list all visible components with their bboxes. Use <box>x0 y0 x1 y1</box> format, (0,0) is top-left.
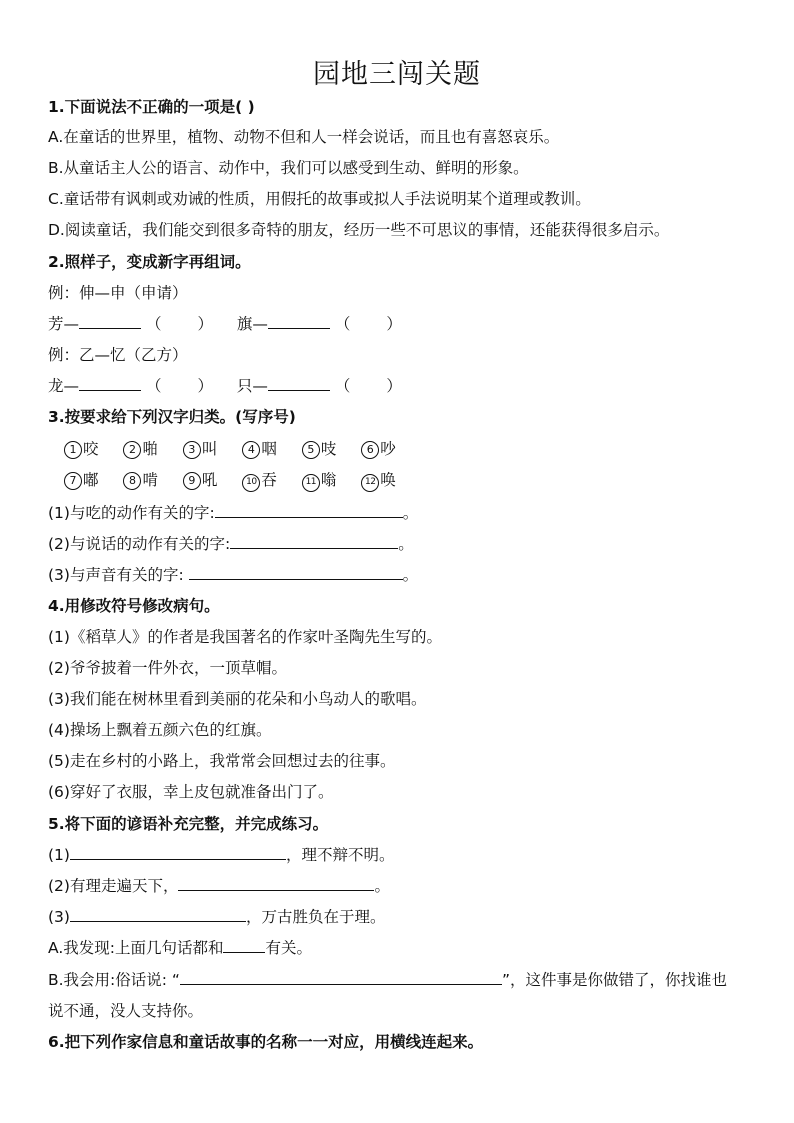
char-text: 叫 <box>201 440 218 458</box>
item-suffix: 。 <box>374 877 390 895</box>
item-label: B.我会用:俗话说: “ <box>48 971 180 989</box>
char-text: 啃 <box>142 471 158 489</box>
char-item <box>361 439 396 459</box>
char-text: 唤 <box>380 471 396 489</box>
item-label: (2)与说话的动作有关的字: <box>48 535 231 553</box>
q1-option-a: A.在童话的世界里，植物、动物不但和人一样会说话，而且也有喜怒哀乐。 <box>48 128 560 146</box>
open-paren: （ <box>145 315 162 333</box>
number-circle: 11 <box>302 474 320 492</box>
char-item <box>361 470 396 492</box>
answer-blank[interactable] <box>268 314 330 329</box>
item-label: (2)有理走遍天下， <box>48 877 179 895</box>
q4-stem: 4.用修改符号修改病句。 <box>48 597 220 615</box>
close-paren: ） <box>197 315 213 333</box>
char-item <box>183 439 218 459</box>
q5-item-3 <box>48 907 385 927</box>
char-text: 咬 <box>83 440 99 458</box>
item-suffix: ，万古胜负在于理。 <box>245 908 386 926</box>
open-paren: （ <box>145 377 162 395</box>
char-text: 啪 <box>142 440 158 458</box>
q5-part-a <box>48 938 312 958</box>
open-paren: （ <box>334 377 351 395</box>
answer-blank[interactable] <box>79 376 141 391</box>
char-text: 吵 <box>380 440 396 458</box>
item-label: A.我发现:上面几句话都和 <box>48 939 224 957</box>
item-suffix: ”，这件事是你做错了，你找谁也 <box>501 971 727 989</box>
number-circle: 10 <box>242 474 260 492</box>
q4-item-2: (2)爷爷披着一件外衣，一顶草帽。 <box>48 659 287 677</box>
q4-item-5: (5)走在乡村的小路上，我常常会回想过去的往事。 <box>48 752 396 770</box>
number-circle: 4 <box>242 441 260 459</box>
char-item <box>302 470 337 492</box>
q5-part-b-continued: 说不通，没人支持你。 <box>48 1002 204 1020</box>
q6-stem: 6.把下列作家信息和童话故事的名称一一对应，用横线连起来。 <box>48 1033 484 1051</box>
q3-char-row-1 <box>64 439 416 459</box>
char-item <box>123 439 158 459</box>
char-text: 嘟 <box>83 471 99 489</box>
char-item <box>64 470 99 490</box>
number-circle: 9 <box>183 472 201 490</box>
char-text: 咽 <box>261 440 277 458</box>
item-end: 。 <box>398 535 414 553</box>
q5-item-2 <box>48 876 390 896</box>
char-item <box>64 439 99 459</box>
q2-example-1: 例：伸—申（申请） <box>48 284 188 302</box>
item-label: (3) <box>48 908 70 926</box>
q4-item-3: (3)我们能在树林里看到美丽的花朵和小鸟动人的歌唱。 <box>48 690 427 708</box>
char-text: 吼 <box>201 471 218 489</box>
number-circle: 8 <box>123 472 141 490</box>
char-item <box>302 439 337 459</box>
char-item <box>242 439 277 459</box>
number-circle: 6 <box>361 441 379 459</box>
q4-item-6: (6)穿好了衣服，幸上皮包就准备出门了。 <box>48 783 334 801</box>
number-circle: 2 <box>123 441 141 459</box>
close-paren: ） <box>386 315 402 333</box>
q2-char: 只— <box>236 377 268 395</box>
q1-option-c: C.童话带有讽刺或劝诫的性质，用假托的故事或拟人手法说明某个道理或教训。 <box>48 190 591 208</box>
q1-option-d: D.阅读童话，我们能交到很多奇特的朋友，经历一些不可思议的事情，还能获得很多启示。 <box>48 221 670 239</box>
char-item <box>242 470 277 492</box>
q5-part-b <box>48 970 727 990</box>
number-circle: 3 <box>183 441 201 459</box>
answer-blank[interactable] <box>178 876 374 891</box>
item-end: 。 <box>402 504 419 522</box>
answer-blank[interactable] <box>230 534 398 549</box>
item-suffix: 有关。 <box>265 939 312 957</box>
number-circle: 12 <box>361 474 379 492</box>
answer-blank[interactable] <box>215 503 403 518</box>
number-circle: 5 <box>302 441 320 459</box>
answer-blank[interactable] <box>79 314 141 329</box>
q2-char: 龙— <box>48 377 80 395</box>
q3-item-3 <box>48 565 418 585</box>
answer-blank[interactable] <box>180 970 502 985</box>
answer-blank[interactable] <box>189 565 403 580</box>
close-paren: ） <box>386 377 402 395</box>
close-paren: ） <box>197 377 213 395</box>
answer-blank[interactable] <box>70 907 246 922</box>
q3-char-row-2 <box>64 470 416 492</box>
item-label: (1) <box>48 846 70 864</box>
item-label: (3)与声音有关的字: <box>48 566 184 584</box>
q2-stem: 2.照样子，变成新字再组词。 <box>48 253 251 271</box>
char-item <box>123 470 158 490</box>
q2-row-2 <box>48 376 402 396</box>
q1-stem: 1.下面说法不正确的一项是( ) <box>48 98 255 116</box>
q5-stem: 5.将下面的谚语补充完整，并完成练习。 <box>48 815 329 833</box>
char-text: 吱 <box>320 440 337 458</box>
answer-blank[interactable] <box>70 845 286 860</box>
item-suffix: ，理不辩不明。 <box>285 846 395 864</box>
q5-item-1 <box>48 845 394 865</box>
q2-char: 芳— <box>48 315 80 333</box>
answer-blank[interactable] <box>223 938 265 953</box>
q3-item-2 <box>48 534 414 554</box>
q4-item-1: (1)《稻草人》的作者是我国著名的作家叶圣陶先生写的。 <box>48 628 442 646</box>
answer-blank[interactable] <box>268 376 330 391</box>
q3-stem: 3.按要求给下列汉字归类。(写序号) <box>48 408 296 426</box>
q2-row-1 <box>48 314 402 334</box>
char-item <box>183 470 218 490</box>
number-circle: 1 <box>64 441 82 459</box>
page-title: 园地三闯关题 <box>313 59 481 90</box>
open-paren: （ <box>334 315 351 333</box>
q2-example-2: 例：乙—忆（乙方） <box>48 346 188 364</box>
char-text: 吞 <box>261 471 277 489</box>
q1-option-b: B.从童话主人公的语言、动作中，我们可以感受到生动、鲜明的形象。 <box>48 159 529 177</box>
q3-item-1 <box>48 503 418 523</box>
number-circle: 7 <box>64 472 82 490</box>
char-text: 嗡 <box>320 471 337 489</box>
item-end: 。 <box>402 566 419 584</box>
q2-char: 旗— <box>236 315 268 333</box>
item-label: (1)与吃的动作有关的字: <box>48 504 215 522</box>
q4-item-4: (4)操场上飘着五颜六色的红旗。 <box>48 721 272 739</box>
